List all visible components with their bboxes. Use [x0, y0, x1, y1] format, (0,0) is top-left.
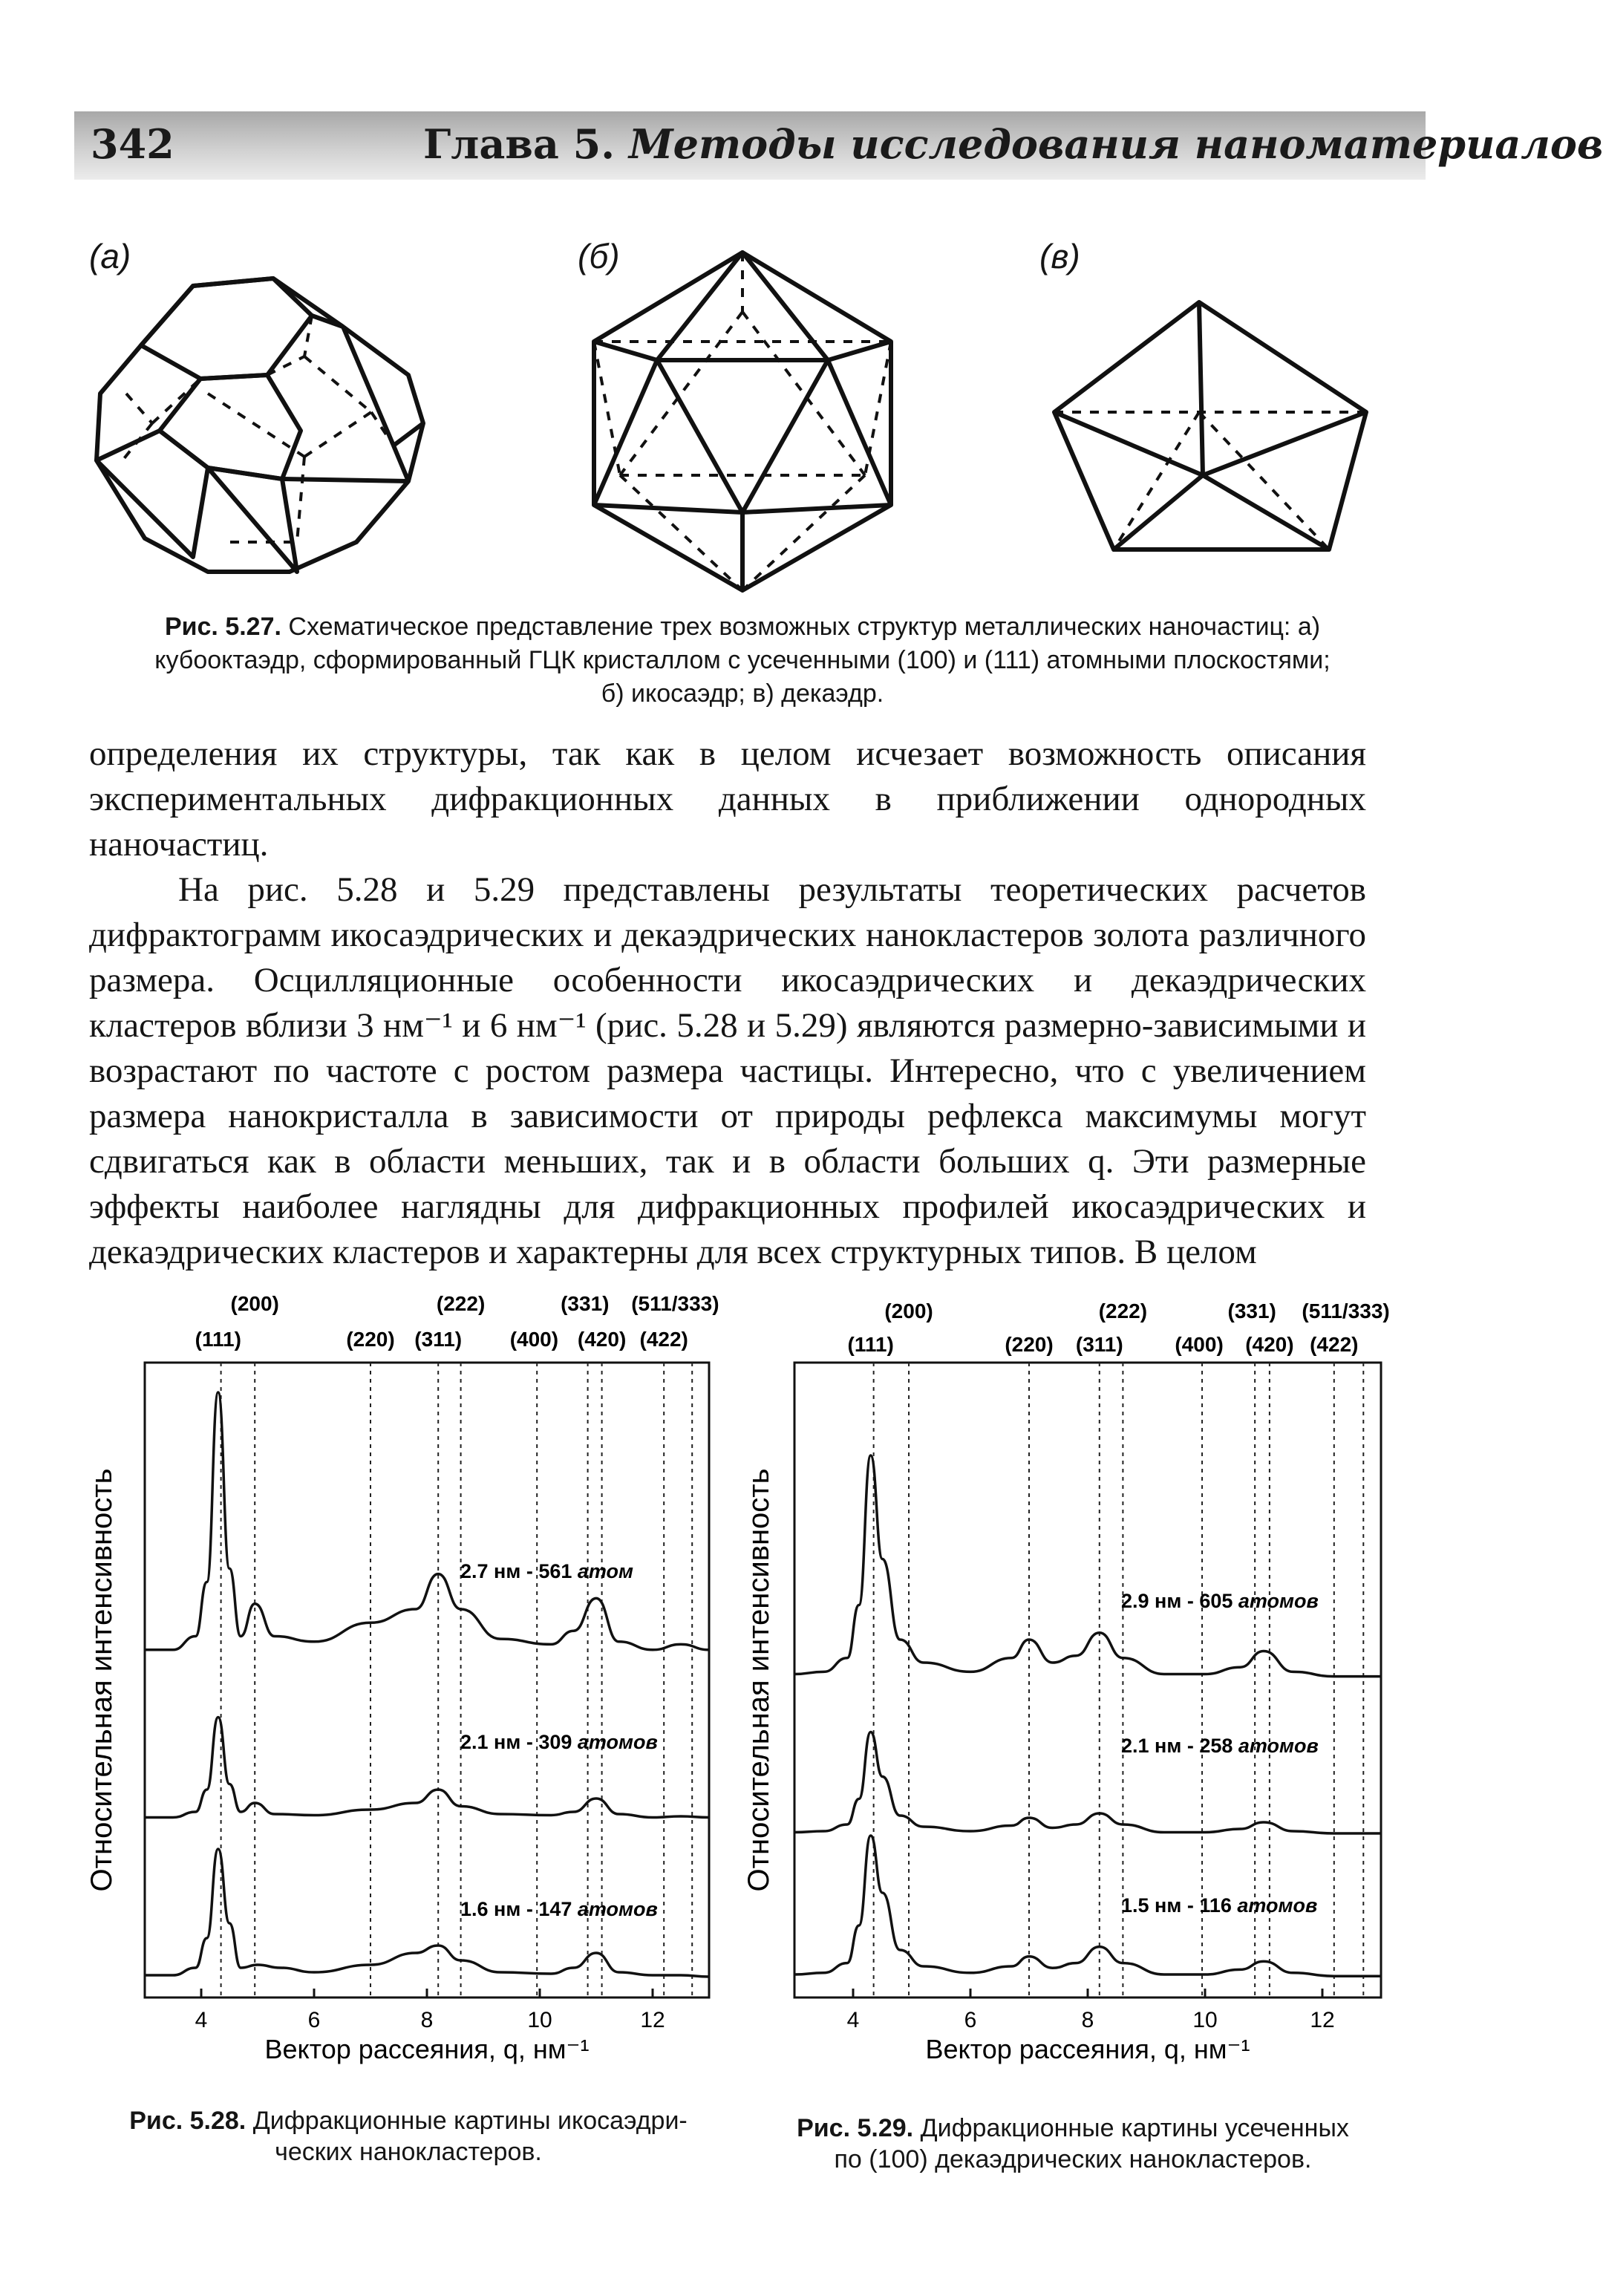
reflection-label: (422)	[1310, 1333, 1359, 1356]
x-tick-label: 12	[640, 2008, 665, 2032]
series-atoms: 116	[1199, 1894, 1232, 1917]
series-label	[1121, 1894, 1317, 1917]
diffraction-chart-icosahedral	[85, 1281, 724, 2098]
reflection-label: (111)	[847, 1333, 894, 1356]
reflection-label: (511/333)	[631, 1292, 719, 1315]
series-unit: атомов	[1233, 1735, 1319, 1757]
series-size: 2.7 нм -	[460, 1560, 539, 1582]
caption-text-line: б) икосаэдр; в) декаэдр.	[601, 679, 884, 708]
y-axis-label: Относительная интенсивность	[742, 1468, 775, 1892]
caption-text-line: кубооктаэдр, сформированный ГЦК кристаллом с усеченными (100) и (111) атомными плоскостями;	[154, 646, 1331, 674]
x-tick-label: 12	[1310, 2008, 1335, 2032]
reflection-label: (222)	[1098, 1299, 1148, 1323]
series-size: 1.5 нм -	[1121, 1894, 1200, 1917]
series-size: 2.1 нм -	[460, 1731, 539, 1753]
figure-5-29-caption	[742, 2113, 1403, 2175]
page-number: 342	[91, 120, 174, 168]
x-tick-label: 10	[1192, 2008, 1218, 2032]
reflection-label: (400)	[509, 1328, 559, 1351]
series-label	[460, 1731, 658, 1753]
reflection-label: (111)	[195, 1328, 241, 1351]
reflection-label: (200)	[884, 1299, 933, 1323]
y-axis-label: Относительная интенсивность	[85, 1468, 118, 1892]
figure-5-28-caption	[82, 2105, 735, 2168]
diffraction-chart-decahedral	[742, 1296, 1396, 2098]
x-axis-label: Вектор рассеяния, q, нм⁻¹	[264, 2034, 590, 2064]
series-unit: атомов	[572, 1731, 658, 1753]
body-text	[89, 731, 1366, 1275]
series-unit: атомов	[572, 1898, 658, 1920]
series-atoms: 605	[1199, 1590, 1233, 1612]
running-header	[74, 111, 1603, 180]
reflection-label: (420)	[1245, 1333, 1294, 1356]
icosahedron-drawing	[575, 245, 910, 594]
series-atoms: 258	[1199, 1735, 1233, 1757]
series-label	[1121, 1735, 1319, 1757]
reflection-label: (311)	[414, 1328, 463, 1351]
series-label	[460, 1898, 658, 1920]
caption-label: Рис. 5.27.	[164, 613, 281, 641]
reflection-label: (331)	[1227, 1299, 1276, 1323]
caption-text-line: Дифракционные картины усеченных	[920, 2114, 1349, 2142]
reflection-label: (222)	[436, 1292, 486, 1315]
series-atoms: 147	[538, 1898, 572, 1920]
series-size: 2.1 нм -	[1121, 1735, 1200, 1757]
series-atoms: 561	[538, 1560, 572, 1582]
reflection-label: (200)	[230, 1292, 279, 1315]
series-atoms: 309	[538, 1731, 572, 1753]
caption-text-line: Схематическое представление трех возможных структур металлических наночастиц: а)	[288, 613, 1321, 641]
x-tick-label: 8	[420, 2008, 434, 2032]
reflection-label: (422)	[639, 1328, 688, 1351]
series-line	[145, 1392, 709, 1650]
series-unit: атом	[572, 1560, 634, 1582]
reflection-label: (420)	[577, 1328, 627, 1351]
series-size: 2.9 нм -	[1121, 1590, 1200, 1612]
caption-text-line: по (100) декаэдрических нанокластеров.	[834, 2145, 1312, 2173]
series-size: 1.6 нм -	[460, 1898, 539, 1920]
panel-label-c: (в)	[1039, 237, 1080, 275]
x-tick-label: 8	[1081, 2008, 1094, 2032]
figure-5-27-caption	[89, 610, 1396, 711]
chapter-number: Глава 5.	[423, 120, 616, 168]
x-tick-label: 6	[964, 2008, 977, 2032]
panel-label-b: (б)	[578, 237, 620, 275]
paragraph: На рис. 5.28 и 5.29 представлены результаты теоретических расчетов дифрактограмм икосаэдрических и декаэдрических нанокластеров золота различного размера. Осцилляционные особенности икосаэдрических и декаэдрических кластеров вблизи 3 нм⁻¹ и 6 нм⁻¹ (рис. 5.28 и 5.29) являются размерно-зависимыми и возрастают по частоте с ростом размера частицы. Интересно, что с увеличением размера нанокристалла в зависимости от природы рефлекса максимумы могут сдвигаться как в области меньших, так и в области больших q. Эти размерные эффекты наиболее наглядны для дифракционных профилей икосаэдрических и декаэдрических кластеров и характерны для всех структурных типов. В целом	[89, 870, 1366, 1271]
x-tick-label: 10	[527, 2008, 552, 2032]
reflection-label: (311)	[1075, 1333, 1123, 1356]
reflection-label: (220)	[1005, 1333, 1054, 1356]
x-tick-label: 6	[307, 2008, 321, 2032]
caption-text-line: ческих нанокластеров.	[275, 2138, 542, 2166]
series-unit: атомов	[1233, 1590, 1319, 1612]
decahedron-drawing	[1043, 293, 1377, 561]
cuboctahedron-drawing	[82, 245, 438, 587]
chapter-name: Методы исследования наноматериалов	[628, 120, 1603, 168]
reflection-label: (511/333)	[1302, 1299, 1390, 1323]
reflection-label: (400)	[1175, 1333, 1224, 1356]
reflection-label: (331)	[561, 1292, 610, 1315]
x-tick-label: 4	[846, 2008, 860, 2032]
series-unit: атомов	[1231, 1894, 1318, 1917]
reflection-label: (220)	[346, 1328, 395, 1351]
caption-label: Рис. 5.28.	[129, 2107, 247, 2135]
x-tick-label: 4	[195, 2008, 208, 2032]
panel-label-a: (а)	[89, 237, 131, 275]
caption-label: Рис. 5.29.	[797, 2114, 914, 2142]
series-label	[1121, 1590, 1319, 1612]
series-label	[460, 1560, 633, 1582]
series-line	[794, 1455, 1381, 1677]
caption-text-line: Дифракционные картины икосаэдри-	[252, 2107, 688, 2135]
x-axis-label: Вектор рассеяния, q, нм⁻¹	[925, 2034, 1250, 2064]
chapter-title	[423, 120, 1603, 168]
paragraph-continued: определения их структуры, так как в целом исчезает возможность описания экспериментальных дифракционных данных в приближении однородных наночастиц.	[89, 734, 1366, 864]
